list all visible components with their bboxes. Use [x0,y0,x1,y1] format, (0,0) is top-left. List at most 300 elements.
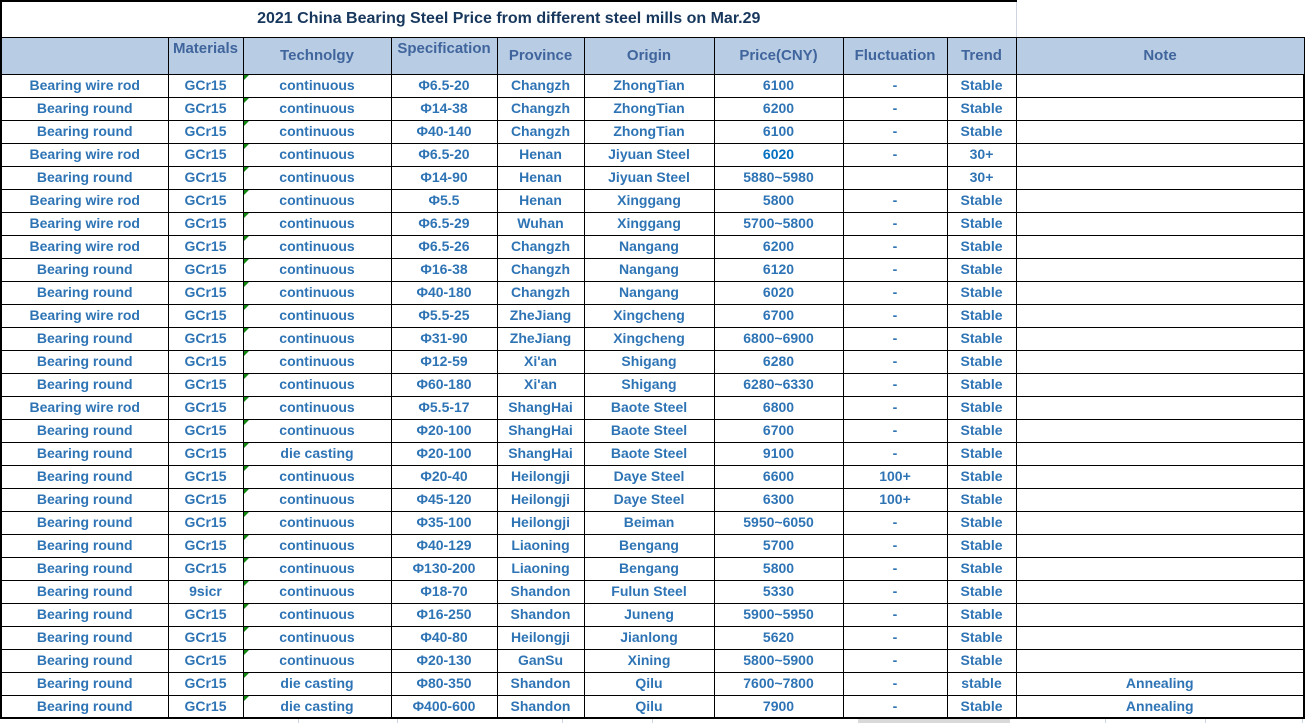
price-cell[interactable]: 6100 [714,74,843,97]
material-cell[interactable]: GCr15 [168,419,243,442]
price-cell[interactable]: 5620 [714,626,843,649]
trend-cell[interactable]: Stable [947,557,1016,580]
specification-cell[interactable]: Φ35-100 [391,511,497,534]
province-cell[interactable]: Changzh [497,97,584,120]
province-cell[interactable]: Wuhan [497,212,584,235]
technology-cell[interactable]: continuous [243,120,391,143]
technology-cell[interactable]: continuous [243,166,391,189]
product-cell[interactable]: Bearing round [1,97,168,120]
col-header-note[interactable]: Note [1016,37,1304,74]
specification-cell[interactable]: Φ400-600 [391,695,497,718]
fluctuation-cell[interactable]: 100+ [843,488,947,511]
note-cell[interactable] [1016,626,1304,649]
material-cell[interactable]: GCr15 [168,350,243,373]
note-cell[interactable]: Annealing [1016,695,1304,718]
province-cell[interactable]: Shandon [497,580,584,603]
trend-cell[interactable]: Stable [947,258,1016,281]
fluctuation-cell[interactable]: 100+ [843,465,947,488]
fluctuation-cell[interactable]: - [843,281,947,304]
origin-cell[interactable]: Bengang [584,557,714,580]
product-cell[interactable]: Bearing round [1,419,168,442]
specification-cell[interactable]: Φ40-140 [391,120,497,143]
origin-cell[interactable]: Baote Steel [584,419,714,442]
fluctuation-cell[interactable]: - [843,304,947,327]
province-cell[interactable]: ZheJiang [497,327,584,350]
material-cell[interactable]: GCr15 [168,373,243,396]
price-cell[interactable]: 9100 [714,442,843,465]
note-cell[interactable] [1016,488,1304,511]
product-cell[interactable]: Bearing round [1,557,168,580]
col-header-product[interactable] [1,37,168,74]
note-cell[interactable] [1016,373,1304,396]
trend-cell[interactable]: Stable [947,327,1016,350]
col-header-price[interactable]: Price(CNY) [714,37,843,74]
specification-cell[interactable]: Φ6.5-20 [391,143,497,166]
fluctuation-cell[interactable]: - [843,373,947,396]
fluctuation-cell[interactable]: - [843,626,947,649]
product-cell[interactable]: Bearing round [1,373,168,396]
technology-cell[interactable]: continuous [243,258,391,281]
price-cell[interactable]: 5800 [714,557,843,580]
product-cell[interactable]: Bearing round [1,166,168,189]
trend-cell[interactable]: Stable [947,580,1016,603]
province-cell[interactable]: Xi'an [497,373,584,396]
trend-cell[interactable]: 30+ [947,143,1016,166]
province-cell[interactable]: Henan [497,189,584,212]
trend-cell[interactable]: Stable [947,695,1016,718]
note-cell[interactable] [1016,419,1304,442]
note-cell[interactable] [1016,235,1304,258]
price-cell[interactable]: 6200 [714,97,843,120]
price-cell[interactable]: 5800~5900 [714,649,843,672]
material-cell[interactable]: GCr15 [168,258,243,281]
trend-cell[interactable]: Stable [947,212,1016,235]
province-cell[interactable]: Heilongji [497,511,584,534]
note-cell[interactable] [1016,212,1304,235]
origin-cell[interactable]: Beiman [584,511,714,534]
province-cell[interactable]: Shandon [497,695,584,718]
trend-cell[interactable]: Stable [947,350,1016,373]
technology-cell[interactable]: continuous [243,212,391,235]
product-cell[interactable]: Bearing round [1,442,168,465]
product-cell[interactable]: Bearing round [1,465,168,488]
price-cell[interactable]: 6100 [714,120,843,143]
product-cell[interactable]: Bearing wire rod [1,235,168,258]
note-cell[interactable] [1016,649,1304,672]
trend-cell[interactable]: Stable [947,488,1016,511]
province-cell[interactable]: Heilongji [497,465,584,488]
origin-cell[interactable]: Jiyuan Steel [584,166,714,189]
technology-cell[interactable]: continuous [243,189,391,212]
col-header-province[interactable]: Province [497,37,584,74]
product-cell[interactable]: Bearing wire rod [1,212,168,235]
province-cell[interactable]: Henan [497,143,584,166]
trend-cell[interactable]: Stable [947,97,1016,120]
origin-cell[interactable]: Xingcheng [584,327,714,350]
fluctuation-cell[interactable]: - [843,580,947,603]
province-cell[interactable]: Heilongji [497,488,584,511]
origin-cell[interactable]: Jiyuan Steel [584,143,714,166]
origin-cell[interactable]: Xining [584,649,714,672]
technology-cell[interactable]: continuous [243,281,391,304]
note-cell[interactable] [1016,258,1304,281]
note-cell[interactable] [1016,396,1304,419]
specification-cell[interactable]: Φ80-350 [391,672,497,695]
note-cell[interactable] [1016,120,1304,143]
error-triangle-icon [244,489,249,494]
origin-cell[interactable]: Bengang [584,534,714,557]
material-cell[interactable]: GCr15 [168,534,243,557]
province-cell[interactable]: Shandon [497,603,584,626]
specification-cell[interactable]: Φ20-40 [391,465,497,488]
material-cell[interactable]: GCr15 [168,327,243,350]
origin-cell[interactable]: Nangang [584,258,714,281]
origin-cell[interactable]: Jianlong [584,626,714,649]
fluctuation-cell[interactable]: - [843,327,947,350]
trend-cell[interactable]: Stable [947,534,1016,557]
product-cell[interactable]: Bearing round [1,649,168,672]
technology-cell[interactable]: continuous [243,143,391,166]
fluctuation-cell[interactable]: - [843,212,947,235]
origin-cell[interactable]: Daye Steel [584,488,714,511]
col-header-specification[interactable]: Specification [391,37,497,74]
note-cell[interactable] [1016,350,1304,373]
specification-cell[interactable]: Φ18-70 [391,580,497,603]
fluctuation-cell[interactable]: - [843,350,947,373]
product-cell[interactable]: Bearing round [1,626,168,649]
fluctuation-cell[interactable]: - [843,511,947,534]
specification-cell[interactable]: Φ5.5 [391,189,497,212]
province-cell[interactable]: Liaoning [497,534,584,557]
technology-cell[interactable]: continuous [243,580,391,603]
product-cell[interactable]: Bearing round [1,120,168,143]
product-cell[interactable]: Bearing wire rod [1,396,168,419]
trend-cell[interactable]: Stable [947,603,1016,626]
technology-cell[interactable]: continuous [243,327,391,350]
specification-cell[interactable]: Φ20-130 [391,649,497,672]
material-cell[interactable]: GCr15 [168,557,243,580]
specification-cell[interactable]: Φ14-90 [391,166,497,189]
price-cell[interactable]: 7600~7800 [714,672,843,695]
fluctuation-cell[interactable]: - [843,672,947,695]
price-cell[interactable]: 5800 [714,189,843,212]
origin-cell[interactable]: Xinggang [584,212,714,235]
product-cell[interactable]: Bearing wire rod [1,189,168,212]
note-cell[interactable] [1016,442,1304,465]
technology-cell[interactable]: continuous [243,649,391,672]
fluctuation-cell[interactable]: - [843,442,947,465]
material-cell[interactable]: GCr15 [168,235,243,258]
material-cell[interactable]: GCr15 [168,396,243,419]
origin-cell[interactable]: Xingcheng [584,304,714,327]
note-cell[interactable] [1016,143,1304,166]
material-cell[interactable]: 9sicr [168,580,243,603]
product-cell[interactable]: Bearing round [1,327,168,350]
table-row [1,304,1304,327]
origin-cell[interactable]: Baote Steel [584,396,714,419]
fluctuation-cell[interactable]: - [843,396,947,419]
province-cell[interactable]: ZheJiang [497,304,584,327]
trend-cell[interactable]: Stable [947,419,1016,442]
price-cell[interactable]: 6020 [714,281,843,304]
material-cell[interactable]: GCr15 [168,281,243,304]
error-triangle-icon [244,305,249,310]
origin-cell[interactable]: Shigang [584,373,714,396]
specification-cell[interactable]: Φ40-80 [391,626,497,649]
origin-cell[interactable]: Xinggang [584,189,714,212]
col-header-trend[interactable]: Trend [947,37,1016,74]
note-cell[interactable]: Annealing [1016,672,1304,695]
note-cell[interactable] [1016,580,1304,603]
material-cell[interactable]: GCr15 [168,212,243,235]
origin-cell[interactable]: ZhongTian [584,74,714,97]
technology-cell[interactable]: die casting [243,672,391,695]
technology-cell[interactable]: continuous [243,465,391,488]
origin-cell[interactable]: Qilu [584,672,714,695]
specification-cell[interactable]: Φ40-180 [391,281,497,304]
product-cell[interactable]: Bearing round [1,695,168,718]
technology-cell[interactable]: continuous [243,557,391,580]
fluctuation-cell[interactable]: - [843,258,947,281]
province-cell[interactable]: ShangHai [497,396,584,419]
trend-cell[interactable]: Stable [947,304,1016,327]
note-cell[interactable] [1016,557,1304,580]
specification-cell[interactable]: Φ60-180 [391,373,497,396]
specification-cell[interactable]: Φ12-59 [391,350,497,373]
specification-cell[interactable]: Φ5.5-17 [391,396,497,419]
col-header-fluctuation[interactable]: Fluctuation [843,37,947,74]
price-cell[interactable]: 6700 [714,304,843,327]
table-row [1,603,1304,626]
technology-cell[interactable]: continuous [243,235,391,258]
price-cell[interactable]: 5900~5950 [714,603,843,626]
origin-cell[interactable]: Shigang [584,350,714,373]
price-cell[interactable]: 5700 [714,534,843,557]
price-cell[interactable]: 6800 [714,396,843,419]
origin-cell[interactable]: Qilu [584,695,714,718]
trend-cell[interactable]: Stable [947,465,1016,488]
price-cell[interactable]: 6280~6330 [714,373,843,396]
technology-cell[interactable]: continuous [243,603,391,626]
note-cell[interactable] [1016,511,1304,534]
technology-cell[interactable]: continuous [243,74,391,97]
specification-cell[interactable]: Φ6.5-26 [391,235,497,258]
note-cell[interactable] [1016,327,1304,350]
product-cell[interactable]: Bearing round [1,281,168,304]
origin-cell[interactable]: Nangang [584,235,714,258]
trend-cell[interactable]: stable [947,672,1016,695]
technology-cell[interactable]: continuous [243,419,391,442]
note-cell[interactable] [1016,74,1304,97]
material-cell[interactable]: GCr15 [168,97,243,120]
trend-cell[interactable]: 30+ [947,166,1016,189]
price-cell[interactable]: 5950~6050 [714,511,843,534]
specification-cell[interactable]: Φ40-129 [391,534,497,557]
error-triangle-icon [244,604,249,609]
price-cell[interactable]: 5330 [714,580,843,603]
specification-cell[interactable]: Φ130-200 [391,557,497,580]
trend-cell[interactable]: Stable [947,442,1016,465]
province-cell[interactable]: Changzh [497,235,584,258]
material-cell[interactable]: GCr15 [168,189,243,212]
province-cell[interactable]: GanSu [497,649,584,672]
trend-cell[interactable]: Stable [947,120,1016,143]
trend-cell[interactable]: Stable [947,189,1016,212]
product-cell[interactable]: Bearing round [1,511,168,534]
product-cell[interactable]: Bearing round [1,534,168,557]
technology-cell[interactable]: continuous [243,626,391,649]
province-cell[interactable]: ShangHai [497,419,584,442]
technology-cell[interactable]: continuous [243,350,391,373]
technology-cell[interactable]: die casting [243,442,391,465]
technology-cell[interactable]: continuous [243,396,391,419]
origin-cell[interactable]: ZhongTian [584,97,714,120]
material-cell[interactable]: GCr15 [168,74,243,97]
note-cell[interactable] [1016,465,1304,488]
province-cell[interactable]: Changzh [497,120,584,143]
province-cell[interactable]: Liaoning [497,557,584,580]
price-cell[interactable]: 6700 [714,419,843,442]
material-cell[interactable]: GCr15 [168,488,243,511]
province-cell[interactable]: Changzh [497,281,584,304]
technology-cell[interactable]: die casting [243,695,391,718]
province-cell[interactable]: Henan [497,166,584,189]
price-cell[interactable]: 5880~5980 [714,166,843,189]
technology-cell[interactable]: continuous [243,304,391,327]
origin-cell[interactable]: Baote Steel [584,442,714,465]
product-cell[interactable]: Bearing round [1,580,168,603]
specification-cell[interactable]: Φ6.5-29 [391,212,497,235]
fluctuation-cell[interactable]: - [843,189,947,212]
fluctuation-cell[interactable]: - [843,557,947,580]
product-cell[interactable]: Bearing round [1,350,168,373]
price-cell[interactable]: 5700~5800 [714,212,843,235]
province-cell[interactable]: ShangHai [497,442,584,465]
province-cell[interactable]: Shandon [497,672,584,695]
technology-cell[interactable]: continuous [243,488,391,511]
specification-cell[interactable]: Φ5.5-25 [391,304,497,327]
origin-cell[interactable]: Fulun Steel [584,580,714,603]
price-cell[interactable]: 6300 [714,488,843,511]
price-cell[interactable]: 6020 [714,143,843,166]
specification-cell[interactable]: Φ16-250 [391,603,497,626]
col-header-origin[interactable]: Origin [584,37,714,74]
price-cell[interactable]: 6800~6900 [714,327,843,350]
specification-cell[interactable]: Φ6.5-20 [391,74,497,97]
title-spacer [1016,1,1304,37]
product-cell[interactable]: Bearing wire rod [1,74,168,97]
technology-cell[interactable]: continuous [243,97,391,120]
trend-cell[interactable]: Stable [947,511,1016,534]
fluctuation-cell[interactable]: - [843,695,947,718]
fluctuation-cell[interactable]: - [843,97,947,120]
trend-cell[interactable]: Stable [947,396,1016,419]
fluctuation-cell[interactable]: - [843,603,947,626]
material-cell[interactable]: GCr15 [168,626,243,649]
note-cell[interactable] [1016,534,1304,557]
fluctuation-cell[interactable] [843,166,947,189]
fluctuation-cell[interactable]: - [843,120,947,143]
trend-cell[interactable]: Stable [947,281,1016,304]
price-cell[interactable]: 6200 [714,235,843,258]
note-cell[interactable] [1016,97,1304,120]
origin-cell[interactable]: Juneng [584,603,714,626]
note-cell[interactable] [1016,603,1304,626]
fluctuation-cell[interactable]: - [843,534,947,557]
technology-cell[interactable]: continuous [243,373,391,396]
material-cell[interactable]: GCr15 [168,511,243,534]
specification-cell[interactable]: Φ20-100 [391,442,497,465]
material-cell[interactable]: GCr15 [168,649,243,672]
origin-cell[interactable]: ZhongTian [584,120,714,143]
origin-cell[interactable]: Daye Steel [584,465,714,488]
price-cell[interactable]: 7900 [714,695,843,718]
province-cell[interactable]: Xi'an [497,350,584,373]
fluctuation-cell[interactable]: - [843,649,947,672]
province-cell[interactable]: Changzh [497,258,584,281]
note-cell[interactable] [1016,281,1304,304]
price-cell[interactable]: 6120 [714,258,843,281]
material-cell[interactable]: GCr15 [168,120,243,143]
technology-cell[interactable]: continuous [243,511,391,534]
product-cell[interactable]: Bearing wire rod [1,304,168,327]
fluctuation-cell[interactable]: - [843,235,947,258]
col-header-technology[interactable]: Technolgy [243,37,391,74]
province-cell[interactable]: Changzh [497,74,584,97]
product-cell[interactable]: Bearing round [1,672,168,695]
trend-cell[interactable]: Stable [947,235,1016,258]
note-cell[interactable] [1016,166,1304,189]
material-cell[interactable]: GCr15 [168,603,243,626]
material-cell[interactable]: GCr15 [168,695,243,718]
specification-cell[interactable]: Φ45-120 [391,488,497,511]
fluctuation-cell[interactable]: - [843,74,947,97]
specification-cell[interactable]: Φ31-90 [391,327,497,350]
trend-cell[interactable]: Stable [947,626,1016,649]
product-cell[interactable]: Bearing round [1,603,168,626]
page-title[interactable]: 2021 China Bearing Steel Price from different steel mills on Mar.29 [1,1,1016,37]
price-cell[interactable]: 6600 [714,465,843,488]
product-cell[interactable]: Bearing wire rod [1,143,168,166]
province-cell[interactable]: Heilongji [497,626,584,649]
price-cell[interactable]: 6280 [714,350,843,373]
title-row [1,1,1304,37]
col-header-materials[interactable]: Materials [168,37,243,74]
note-cell[interactable] [1016,304,1304,327]
fluctuation-cell[interactable]: - [843,143,947,166]
origin-cell[interactable]: Nangang [584,281,714,304]
specification-cell[interactable]: Φ20-100 [391,419,497,442]
material-cell[interactable]: GCr15 [168,304,243,327]
material-cell[interactable]: GCr15 [168,166,243,189]
table-row [1,557,1304,580]
trend-cell[interactable]: Stable [947,373,1016,396]
material-cell[interactable]: GCr15 [168,465,243,488]
trend-cell[interactable]: Stable [947,649,1016,672]
table-row [1,672,1304,695]
material-cell[interactable]: GCr15 [168,143,243,166]
material-cell[interactable]: GCr15 [168,442,243,465]
technology-cell[interactable]: continuous [243,534,391,557]
fluctuation-cell[interactable]: - [843,419,947,442]
product-cell[interactable]: Bearing round [1,488,168,511]
trend-cell[interactable]: Stable [947,74,1016,97]
note-cell[interactable] [1016,189,1304,212]
material-cell[interactable]: GCr15 [168,672,243,695]
specification-cell[interactable]: Φ16-38 [391,258,497,281]
product-cell[interactable]: Bearing round [1,258,168,281]
specification-cell[interactable]: Φ14-38 [391,97,497,120]
